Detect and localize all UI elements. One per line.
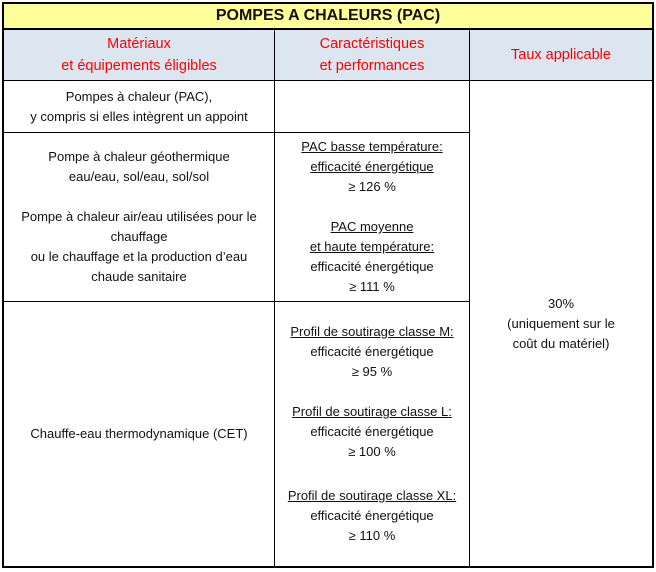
- cell-text: y compris si elles intègrent un appoint: [30, 108, 248, 124]
- perf-label: efficacité énergétique: [310, 344, 434, 359]
- perf-value: ≥ 110 %: [348, 528, 396, 543]
- perf-heading: PAC basse température:: [301, 139, 443, 154]
- perf-heading: et haute température:: [309, 239, 435, 254]
- perf-heading: Profil de soutirage classe L:: [292, 404, 452, 419]
- rate-note: (uniquement sur le: [507, 315, 615, 331]
- cell-text: ou le chauffage et la production d’eau: [30, 249, 248, 264]
- title-text: POMPES A CHALEURS (PAC): [215, 7, 441, 24]
- header-materials: [4, 30, 274, 81]
- perf-value: ≥ 111 %: [349, 279, 395, 294]
- cell-text: Pompes à chaleur (PAC),: [65, 88, 213, 104]
- row1-performance-empty: [274, 81, 469, 133]
- row3-performance: [274, 302, 469, 566]
- cell-text: chauffage: [110, 229, 168, 244]
- perf-heading: PAC moyenne: [330, 219, 414, 234]
- cell-text: chaude sanitaire: [91, 269, 187, 284]
- perf-value: ≥ 95 %: [351, 364, 393, 379]
- perf-label: efficacité énergétique: [310, 508, 434, 523]
- cell-text: Chauffe-eau thermodynamique (CET): [30, 426, 248, 441]
- perf-value: ≥ 126 %: [348, 179, 396, 194]
- perf-label: efficacité énergétique: [310, 424, 434, 439]
- perf-label: efficacité énergétique: [310, 259, 434, 274]
- rate-value: 30%: [547, 295, 575, 311]
- header-text: Caractéristiques: [319, 36, 425, 52]
- header-text: Taux applicable: [511, 47, 611, 63]
- perf-label: efficacité énergétique: [310, 159, 434, 174]
- row2-performance: [274, 133, 469, 302]
- perf-heading: Profil de soutirage classe M:: [290, 324, 454, 339]
- header-rate: [469, 30, 652, 81]
- rate-note: coût du matériel): [512, 335, 610, 351]
- pac-table: [2, 2, 654, 568]
- header-text: Matériaux: [107, 36, 171, 52]
- row2-materials: [4, 133, 274, 302]
- cell-text: Pompe à chaleur air/eau utilisées pour le: [21, 209, 257, 224]
- perf-value: ≥ 100 %: [348, 444, 396, 459]
- cell-text: Pompe à chaleur géothermique: [48, 149, 230, 164]
- header-text: et équipements éligibles: [61, 58, 217, 74]
- header-text: et performances: [319, 58, 425, 74]
- perf-heading: Profil de soutirage classe XL:: [287, 488, 457, 503]
- header-performance: [274, 30, 469, 81]
- rate-cell: [469, 81, 652, 566]
- row3-materials: [4, 302, 274, 566]
- cell-text: eau/eau, sol/eau, sol/sol: [68, 169, 210, 184]
- table-title: [4, 4, 652, 30]
- row1-materials: [4, 81, 274, 133]
